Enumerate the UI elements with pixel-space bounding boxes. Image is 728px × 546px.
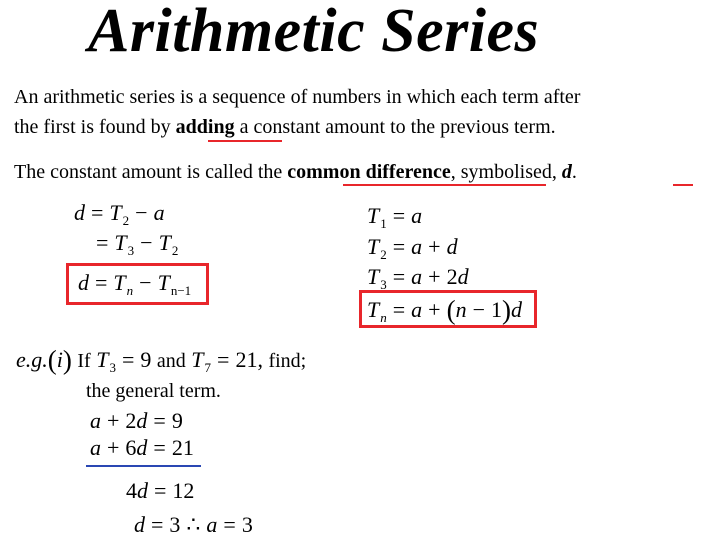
definition-line-1: An arithmetic series is a sequence of numbers in which each term after	[14, 86, 581, 108]
cd-text-pre: The constant amount is called the	[14, 161, 288, 183]
definition-text-a: the first is found by	[14, 116, 176, 138]
example-question: e.g.(i) If $T_3 = 9$ and $T_7 = 21$, find;	[16, 345, 307, 375]
subtraction-line	[86, 465, 201, 467]
equation-3: 4d = 12	[126, 478, 195, 503]
formula-d-general: $d = T_n - T_{n-1}$	[78, 270, 192, 298]
equation-2: a + 6d = 21	[90, 435, 194, 460]
adding-underline	[208, 140, 282, 142]
d-formula-highlight-box	[66, 263, 209, 305]
d-underline	[673, 184, 693, 186]
keyword-common-difference: common difference	[287, 161, 451, 183]
example-label: e.g.	[16, 347, 48, 372]
common-difference-line	[14, 157, 577, 187]
formula-t3-minus-t2: = $T_3 - T_2$	[96, 230, 179, 258]
formula-tn: $T_n = a + (n - 1)d$	[367, 295, 523, 325]
example-task: the general term.	[86, 380, 221, 402]
formula-t2: $T_2 = a + d$	[367, 234, 458, 262]
page-title: Arithmetic Series	[88, 0, 540, 65]
tn-formula-highlight-box	[359, 290, 537, 328]
cd-text-mid: , symbolised,	[450, 161, 562, 183]
formula-t1: $T_1 = a$	[367, 203, 423, 231]
cd-text-post: .	[571, 161, 577, 183]
definition-line-2	[14, 112, 556, 142]
keyword-adding: adding	[175, 116, 235, 138]
formula-t3: $T_3 = a + 2d$	[367, 264, 469, 292]
formula-d-t2-minus-a: $d = T_2 - a$	[74, 200, 165, 228]
symbol-d: d	[561, 161, 572, 183]
common-difference-underline	[343, 184, 546, 186]
equation-4: d = 3 ∴ a = 3	[134, 512, 253, 537]
equation-1: a + 2d = 9	[90, 408, 183, 433]
definition-text-b: a constant amount to the previous term.	[234, 116, 556, 138]
